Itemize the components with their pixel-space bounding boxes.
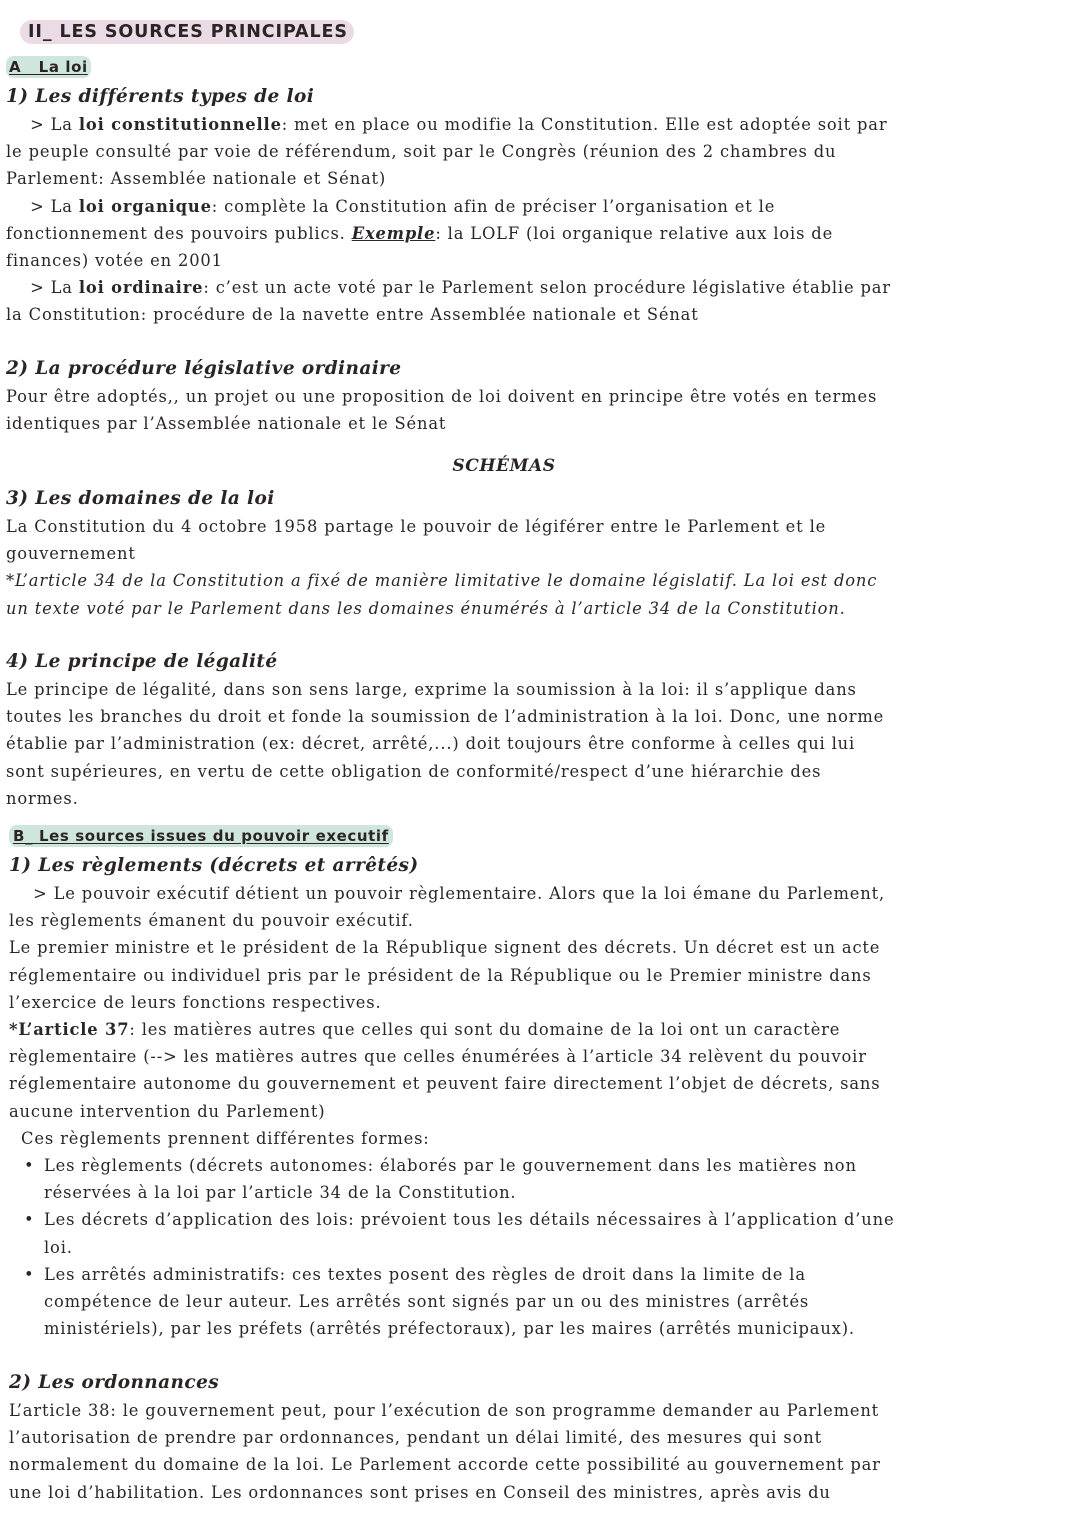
reglements-heading: 1) Les règlements (décrets et arrêtés) [9,855,419,876]
legalite-paragraph: Le principe de légalité, dans son sens large, exprime la soumission à la loi: il s’applique dans toutes les branches du droit et fonde la soumission de l’administration à la loi. Donc, une norme établie par l’administration (ex: décret, arrêté,...) doit toujours être conforme à celles qui lui sont supérieures, en vertu de cette obligation de conformité/respect d’une hiérarchie des normes. [6,680,885,808]
ordonnances-heading: 2) Les ordonnances [9,1372,220,1393]
list-item: • Les décrets d’application des lois: prévoient tous les détails nécessaires à l’application d’une loi. [20,1206,1065,1260]
forms-list [20,1152,1065,1342]
list-item: • Les règlements (décrets autonomes: élaborés par le gouvernement dans les matières non réservées à la loi par l’article 34 de la Constitution. [20,1152,1065,1206]
sub1-heading: 1) Les différents types de loi [6,86,315,107]
section-b-heading: B_ Les sources issues du pouvoir executif [9,825,393,847]
term-loi-organique: loi organique [78,196,212,216]
sub3-heading: 3) Les domaines de la loi [6,488,275,509]
bullet-icon: • [24,1210,35,1230]
article-34-note: *L’article 34 de la Constitution a fixé de manière limitative le domaine législatif. La loi est donc [6,571,878,591]
term-loi-constitutionnelle: loi constitutionnelle [78,115,282,134]
article-37-label: *L’article 37 [9,1020,130,1040]
sub4-heading: 4) Le principe de légalité [6,651,278,672]
section-a-heading: A La loi [6,56,91,78]
schemas-label: SCHÉMAS [452,456,556,476]
main-title: II_ LES SOURCES PRINCIPALES [20,20,354,44]
list-item: • Les arrêtés administratifs: ces textes posent des règles de droit dans la limite de la compétence de leur auteur. Les arrêtés sont signés par un ou des ministres (arrêtés ministériels), par les préfets (arrêtés préfectoraux), par les maires (arrêtés municipaux). [20,1261,1065,1343]
sub2-heading: 2) La procédure législative ordinaire [6,358,402,379]
loi-organique-paragraph: > La loi organique: complète la Constitution afin de préciser l’organisation et le fonctionnement des pouvoirs publics. Exemple: la LOLF (loi organique relative aux lois de finances) votée en 2001 [6,196,834,270]
term-loi-ordinaire: loi ordinaire [78,278,204,298]
procedure-paragraph: Pour être adoptés,, un projet ou une proposition de loi doivent en principe être votés en termes identiques par l’Assemblée nationale et le Sénat [6,387,878,434]
bullet-icon: • [24,1156,35,1175]
domaines-paragraph: La Constitution du 4 octobre 1958 partage le pouvoir de légiférer entre le Parlement et le gouvernement *L’article 34 de la Constitution a fixé de manière limitative le domaine législatif. La loi est donc un texte voté par le Parlement dans les domaines énumérés à l’article 34 de la Constitution. [6,513,1066,622]
bullet-icon: • [24,1264,35,1284]
ordonnances-paragraph: L’article 38: le gouvernement peut, pour l’exécution de son programme demander au Parlement l’autorisation de prendre par ordonnances, pendant un délai limité, des mesures qui sont normalement du domaine de la loi. Le Parlement accorde cette possibilité au gouvernement par une loi d’habilitation. Les ordonnances sont prises en Conseil des ministres, après avis du [9,1401,881,1502]
example-label: Exemple [351,223,436,243]
reglements-paragraph: > Le pouvoir exécutif détient un pouvoir règlementaire. Alors que la loi émane du Parlement, les règlements émanent du pouvoir exécutif. Le premier ministre et le président de la République signent des décrets. Un décret est un acte réglementaire ou individuel pris par le président de la République ou le Premier ministre dans l’exercice de leurs fonctions respectives. *L’article 37: les matières autres que celles qui sont du domaine de la loi ont un caractère règlementaire (--> les matières autres que celles énumérées à l’article 34 relèvent du pouvoir réglementaire autonome du gouvernement et peuvent faire directement l’objet de décrets, sans aucune intervention du Parlement) Ces règlements prennent différentes formes: [9,884,886,1148]
loi-constitutionnelle-paragraph: > La loi constitutionnelle: met en place ou modifie la Constitution. Elle est adoptée soit par le peuple consulté par voie de référendum, soit par le Congrès (réunion des 2 chambres du Parlement: Assemblée nationale et Sénat) [6,115,888,189]
loi-ordinaire-paragraph: > La loi ordinaire: c’est un acte voté par le Parlement selon procédure législative établie par la Constitution: procédure de la navette entre Assemblée nationale et Sénat [6,278,891,325]
